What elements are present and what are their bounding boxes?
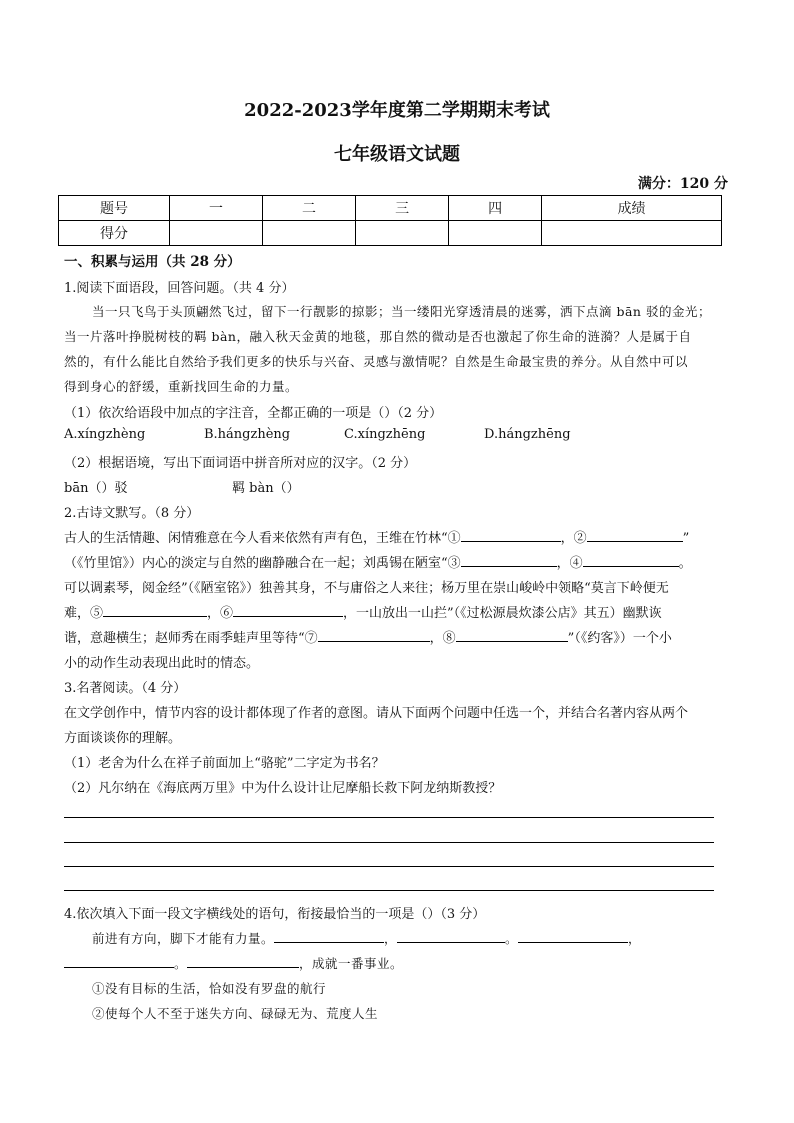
q2-line xyxy=(64,552,692,571)
total-score: 满分：120 分 xyxy=(637,176,728,192)
answer-line[interactable] xyxy=(64,866,714,867)
q2-line xyxy=(64,627,672,646)
q3-sub1: （1）老舍为什么在祥子前面加上“骆驼”二字定为书名？ xyxy=(64,756,385,771)
q2-text: ，⑧ xyxy=(429,631,456,646)
answer-blank-5[interactable] xyxy=(103,603,207,617)
answer-blank-q4-1[interactable] xyxy=(274,929,384,943)
score-table-cell: 题号 xyxy=(59,196,170,221)
q3-stem: 3.名著阅读。（4 分） xyxy=(64,681,187,696)
q1-option-c: C.xíngzhēng xyxy=(344,427,426,442)
answer-line[interactable] xyxy=(64,817,714,818)
q2-line: 小的动作生动表现出此时的情态。 xyxy=(64,656,260,671)
answer-blank-1[interactable] xyxy=(461,528,561,542)
score-input-cell[interactable] xyxy=(263,221,356,246)
q1-option-b: B.hángzhèng xyxy=(204,427,291,442)
q2-text: （《竹里馆》）内心的淡定与自然的幽静融合在一起；刘禹锡在陋室“③ xyxy=(64,556,461,571)
q3-line: 方面谈谈你的理解。 xyxy=(64,731,182,746)
score-table-cell: 四 xyxy=(449,196,542,221)
q4-line xyxy=(92,929,641,947)
q3-sub2: （2）凡尔纳在《海底两万里》中为什么设计让尼摩船长救下阿龙纳斯教授？ xyxy=(64,781,502,796)
q2-text: 古人的生活情趣、闲情雅意在今人看来依然有声有色，王维在竹林“① xyxy=(64,531,461,546)
answer-blank-8[interactable] xyxy=(456,628,568,642)
answer-blank-q4-4[interactable] xyxy=(64,954,174,968)
q1-fill-1: bān（）驳 xyxy=(64,481,128,496)
q2-text: 难，⑤ xyxy=(64,606,104,621)
q4-text: ， xyxy=(384,931,398,946)
q1-passage-line: 当一只飞鸟于头顶翩然飞过，留下一行靓影的掠影；当一缕阳光穿透清晨的迷雾，洒下点滴 bān 驳的金光； xyxy=(92,304,711,319)
answer-blank-3[interactable] xyxy=(461,553,557,567)
q1-passage-line: 得到身心的舒缓，重新找回生命的力量。 xyxy=(64,379,299,394)
q2-text: ，一山放出一山拦”（《过松源晨炊漆公店》其五）幽默诙 xyxy=(343,606,662,621)
q2-line xyxy=(64,602,662,621)
q4-stem: 4.依次填入下面一段文字横线处的语句，衔接最恰当的一项是（）（3 分） xyxy=(64,907,486,922)
q1-sub2: （2）根据语境，写出下面词语中拼音所对应的汉字。（2 分） xyxy=(64,456,417,471)
answer-blank-q4-2[interactable] xyxy=(397,929,505,943)
answer-blank-q4-3[interactable] xyxy=(518,929,628,943)
q2-text: ，② xyxy=(560,531,587,546)
score-table-header-row xyxy=(59,196,722,221)
score-table xyxy=(58,195,722,246)
answer-line[interactable] xyxy=(64,842,714,843)
score-table-cell: 三 xyxy=(356,196,449,221)
q4-line xyxy=(64,954,403,972)
score-table-cell: 二 xyxy=(263,196,356,221)
answer-blank-6[interactable] xyxy=(233,603,343,617)
section-heading: 一、积累与运用（共 28 分） xyxy=(64,254,241,270)
q4-option-1: ①没有目标的生活，恰如没有罗盘的航行 xyxy=(92,981,327,996)
answer-blank-2[interactable] xyxy=(587,528,683,542)
answer-blank-7[interactable] xyxy=(318,628,430,642)
q4-option-2: ②使每个人不至于迷失方向、碌碌无为、荒度人生 xyxy=(92,1006,379,1021)
q2-text: 。 xyxy=(678,556,692,571)
q2-text: ” xyxy=(682,531,690,546)
q4-text: 。 xyxy=(174,956,188,971)
exam-subtitle: 七年级语文试题 xyxy=(334,144,460,165)
q1-stem: 1.阅读下面语段，回答问题。（共 4 分） xyxy=(64,281,295,296)
q4-text: 前进有方向，脚下才能有力量。 xyxy=(92,931,275,946)
q1-passage-line: 然的，有什么能比自然给予我们更多的快乐与兴奋、灵感与激情呢？自然是生命最宝贵的养分。从自然中可以 xyxy=(64,354,689,369)
q4-text: ， xyxy=(628,931,642,946)
score-table-cell: 成绩 xyxy=(542,196,722,221)
score-table-cell: 一 xyxy=(170,196,263,221)
q1-option-d: D.hángzhēng xyxy=(484,427,571,442)
score-table-cell: 得分 xyxy=(59,221,170,246)
answer-blank-q4-5[interactable] xyxy=(187,954,299,968)
q2-text: ，⑥ xyxy=(207,606,234,621)
exam-title: 2022-2023学年度第二学期期末考试 xyxy=(244,100,550,121)
score-input-cell[interactable] xyxy=(356,221,449,246)
q1-sub1: （1）依次给语段中加点的字注音，全都正确的一项是（）（2 分） xyxy=(64,406,443,421)
q2-text: ，④ xyxy=(556,556,583,571)
q2-text: ”（《约客》）一个小 xyxy=(567,631,672,646)
q3-line: 在文学创作中，情节内容的设计都体现了作者的意图。请从下面两个问题中任选一个，并结合名著内容从两个 xyxy=(64,706,689,721)
q2-stem: 2.古诗文默写。（8 分） xyxy=(64,506,200,521)
score-input-cell[interactable] xyxy=(170,221,263,246)
q4-text: 。 xyxy=(505,931,519,946)
q2-line: 可以调素琴，阅金经”（《陋室铭》）独善其身，不与庸俗之人来往；杨万里在崇山峻岭中领略“莫言下岭便无 xyxy=(64,581,669,596)
score-table-score-row xyxy=(59,221,722,246)
score-input-cell[interactable] xyxy=(542,221,722,246)
q1-passage-line: 当一片落叶挣脱树枝的羁 bàn，融入秋天金黄的地毯，那自然的微动是否也激起了你生命的涟漪？人是属于自 xyxy=(64,329,692,344)
score-input-cell[interactable] xyxy=(449,221,542,246)
q2-line xyxy=(64,527,689,546)
q2-text: 谐，意趣横生；赵师秀在雨季蛙声里等待“⑦ xyxy=(64,631,318,646)
q1-fill-2: 羁 bàn（） xyxy=(232,481,300,496)
answer-blank-4[interactable] xyxy=(583,553,679,567)
answer-line[interactable] xyxy=(64,890,714,891)
q1-option-a: A.xíngzhèng xyxy=(64,427,146,442)
q4-text: ，成就一番事业。 xyxy=(299,956,404,971)
